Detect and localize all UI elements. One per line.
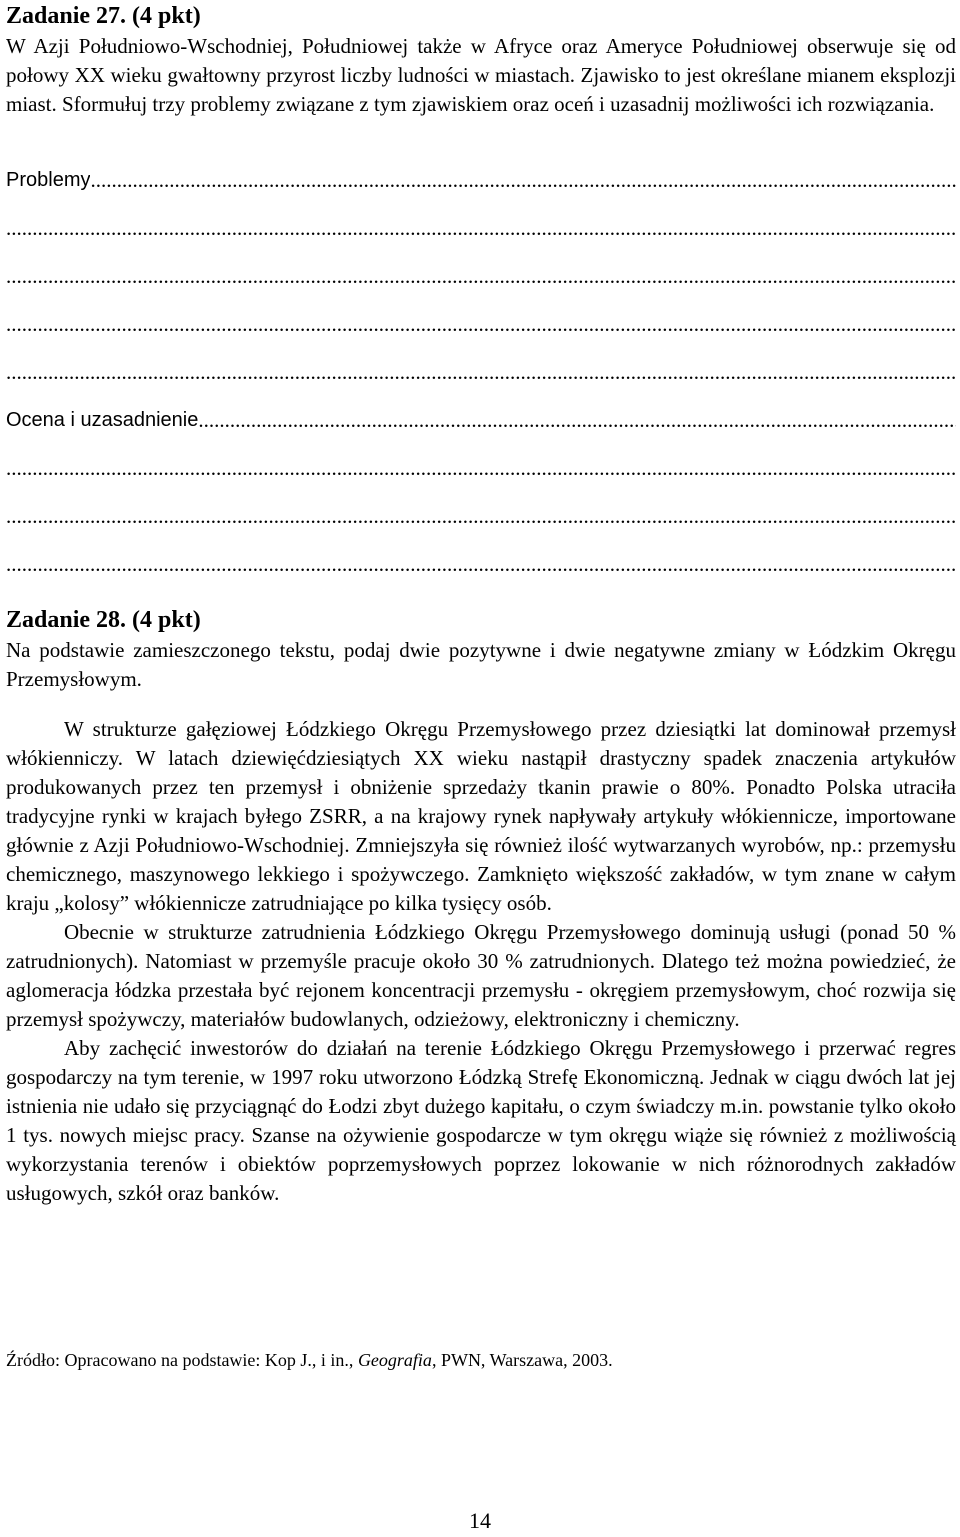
- problems-label: Problemy: [6, 169, 91, 191]
- task-27: [6, 2, 956, 119]
- answer-line[interactable]: [6, 192, 956, 240]
- task-27-instruction: W Azji Południowo-Wschodniej, Południowej także w Afryce oraz Ameryce Południowej obserwuje się od połowy XX wieku gwałtowny przyrost liczby ludności w miastach. Zjawisko to jest określane mianem eksplozji miast. Sformułuj trzy problemy związane z tym zjawiskiem oraz oceń i uzasadnij możliwości ich rozwiązania.: [6, 34, 956, 116]
- task-27-title: Zadanie 27. (4 pkt): [6, 3, 201, 29]
- problems-answer-line[interactable]: [6, 158, 956, 192]
- answer-dots: [6, 456, 956, 480]
- source-suffix: , PWN, Warszawa, 2003.: [431, 1350, 613, 1370]
- text-paragraph: Obecnie w strukturze zatrudnienia Łódzkiego Okręgu Przemysłowego dominują usługi (ponad 50 % zatrudnionych). Natomiast w przemyśle pracuje około 30 % zatrudnionych. Dlatego też można powiedzieć, że aglomeracja łódzka przestała być rejonem koncentracji przemysłu - okręgiem przemysłowym, choć rozwija się przemysł spożywczy, materiałów budowlanych, odzieżowy, elektroniczny i chemiczny.: [6, 920, 956, 1031]
- answer-dots: [6, 504, 956, 528]
- answer-line[interactable]: [6, 528, 956, 576]
- assessment-answer-line[interactable]: [6, 384, 956, 432]
- answer-dots: [90, 168, 956, 192]
- assessment-label: Ocena i uzasadnienie: [6, 409, 199, 431]
- answer-dots: [6, 312, 956, 336]
- page-number: 14: [469, 1508, 491, 1533]
- task-28-instruction: Na podstawie zamieszczonego tekstu, podaj dwie pozytywne i dwie negatywne zmiany w Łódzkim Okręgu Przemysłowym.: [6, 638, 956, 691]
- answer-line[interactable]: [6, 240, 956, 288]
- answer-line[interactable]: [6, 480, 956, 528]
- answer-dots: [6, 216, 956, 240]
- text-paragraph: W strukturze gałęziowej Łódzkiego Okręgu Przemysłowego przez dziesiątki lat dominował przemysł włókienniczy. W latach dziewięćdziesiątych XX wieku nastąpił drastyczny spadek znaczenia artykułów produkowanych przez ten przemysł i obniżenie sprzedaży tkanin prawie o 80%. Ponadto Polska utraciła tradycyjne rynki w krajach byłego ZSRR, a na krajowy rynek napływały artykuły włókiennicze, importowane głównie z Azji Południowo-Wschodniej. Zmniejszyła się również ilość wytwarzanych wyrobów, np.: przemysłu chemicznego, maszynowego lekkiego i spożywczego. Zamknięto większość zakładów, w tym znane w całym kraju „kolosy” włókiennicze zatrudniające po kilka tysięcy osób.: [6, 717, 956, 915]
- source-citation: [6, 1349, 613, 1371]
- answer-line[interactable]: [6, 432, 956, 480]
- answer-dots: [198, 408, 956, 432]
- task-27-answer-area[interactable]: [6, 158, 956, 576]
- task-28: [6, 606, 956, 694]
- answer-dots: [6, 360, 956, 384]
- task-28-title: Zadanie 28. (4 pkt): [6, 607, 201, 633]
- task-28-source-text: [6, 715, 956, 1208]
- answer-line[interactable]: [6, 336, 956, 384]
- answer-dots: [6, 552, 956, 576]
- text-paragraph: Aby zachęcić inwestorów do działań na terenie Łódzkiego Okręgu Przemysłowego i przerwać regres gospodarczy na tym terenie, w 1997 roku utworzono Łódzką Strefę Ekonomiczną. Jednak w ciągu dwóch lat jej istnienia nie udało się przyciągnąć do Łodzi zbyt dużego kapitału, o czym świadczy m.in. powstanie tylko około 1 tys. nowych miejsc pracy. Szanse na ożywienie gospodarcze w tym okręgu wiąże się również z możliwością wykorzystania terenów i obiektów poprzemysłowych poprzez lokowanie w nich różnorodnych zakładów usługowych, szkół oraz banków.: [6, 1036, 956, 1205]
- answer-line[interactable]: [6, 288, 956, 336]
- source-book-title: Geografia: [357, 1350, 432, 1370]
- source-prefix: Źródło: Opracowano na podstawie: Kop J., i in.,: [6, 1350, 358, 1370]
- answer-dots: [6, 264, 956, 288]
